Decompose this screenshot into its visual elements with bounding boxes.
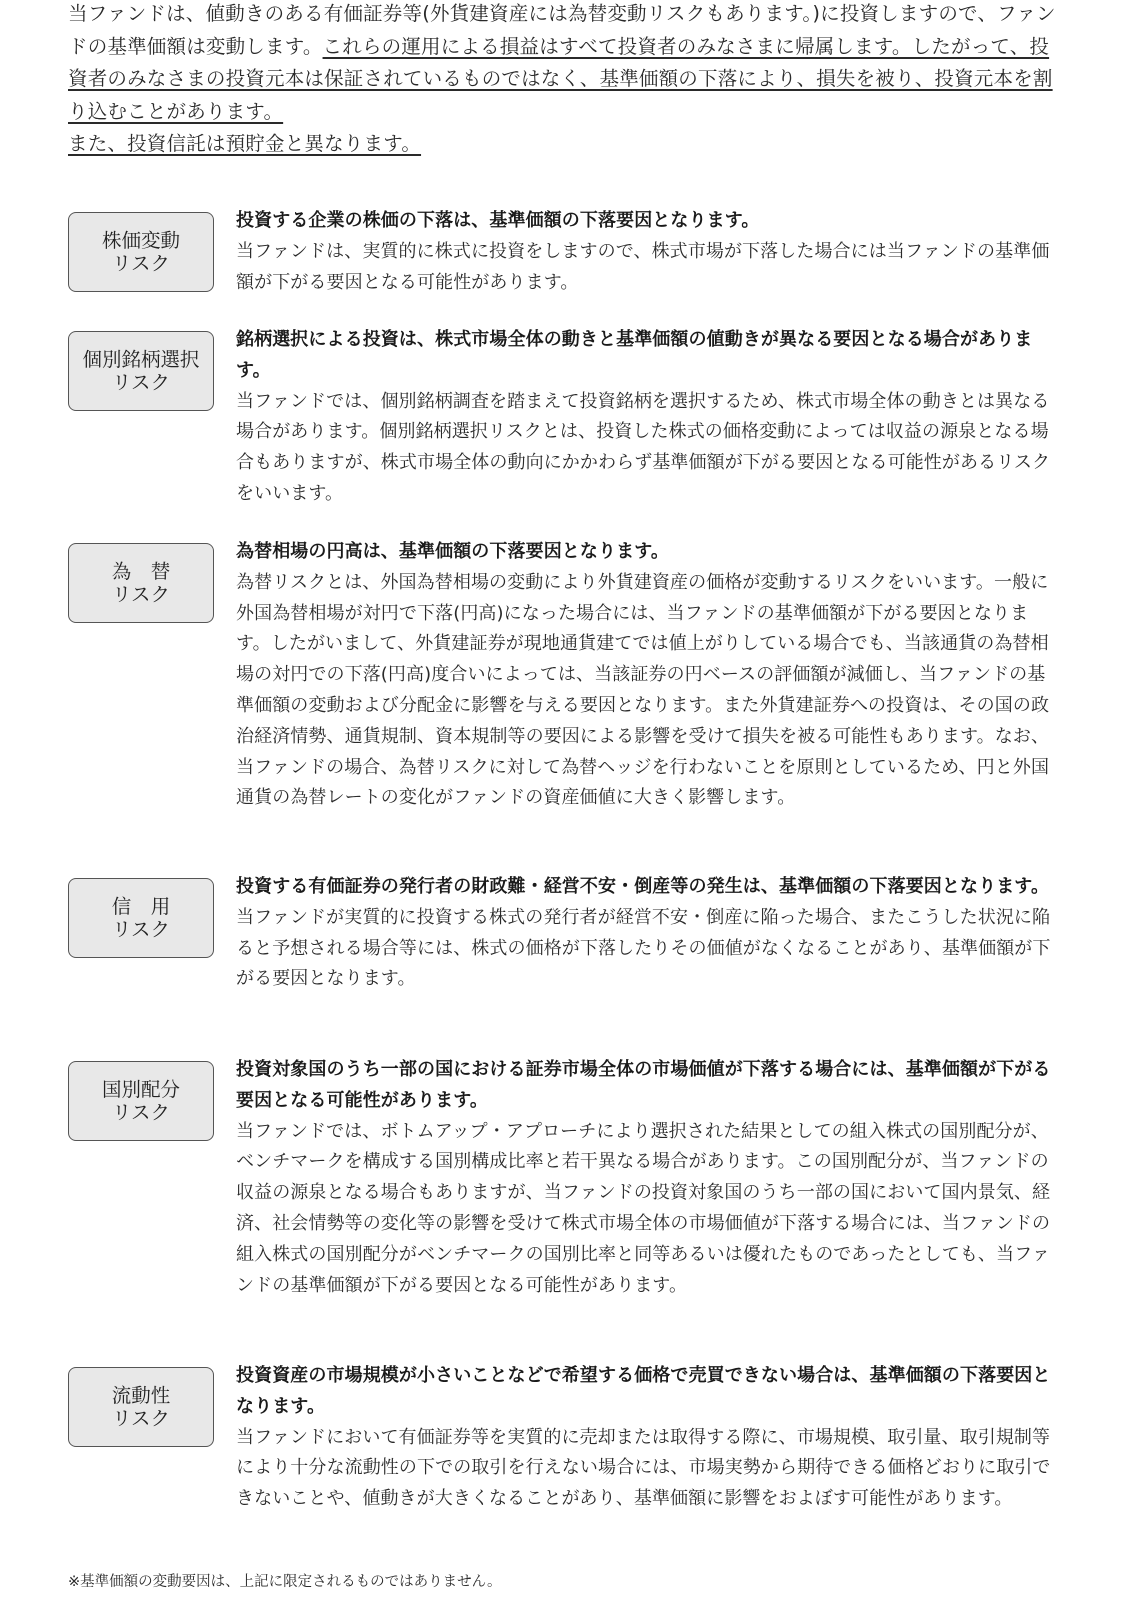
- risk-description: [236, 206, 1056, 298]
- risk-label-line1: 株価変動: [101, 229, 180, 252]
- risk-label-badge: [68, 212, 214, 292]
- risk-body: 為替リスクとは、外国為替相場の変動により外貨建資産の価格が変動するリスクをいいます。一般に外国為替相場が対円で下落(円高)になった場合には、当ファンドの基準価額が下がる要因となります。したがいまして、外貨建証券が現地通貨建てでは値上がりしている場合でも、当該通貨の為替相場の対円での下落(円高)度合いによっては、当該証券の円ベースの評価額が減価し、当ファンドの基準価額の変動および分配金に影響を与える要因となります。また外貨建証券への投資は、その国の政治経済情勢、通貨規制、資本規制等の要因による影響を受けて損失を被る可能性もあります。なお、当ファンドの場合、為替リスクに対して為替ヘッジを行わないことを原則としているため、円と外国通貨の為替レートの変化がファンドの資産価値に大きく影響します。: [236, 571, 1050, 809]
- risk-label-line2: リスク: [111, 918, 171, 941]
- risk-label-line1: 為 替: [111, 560, 171, 583]
- risk-label-line2: リスク: [111, 252, 171, 275]
- risk-heading: 投資対象国のうち一部の国における証券市場全体の市場価値が下落する場合には、基準価額が下がる要因となる可能性があります。: [236, 1059, 1051, 1111]
- risk-label-line2: リスク: [111, 583, 171, 606]
- risk-label-badge: [68, 1061, 214, 1141]
- risk-description: [236, 537, 1056, 814]
- risk-heading: 為替相場の円高は、基準価額の下落要因となります。: [236, 541, 669, 562]
- risk-body: 当ファンドでは、個別銘柄調査を踏まえて投資銘柄を選択するため、株式市場全体の動きとは異なる場合があります。個別銘柄選択リスクとは、投資した株式の価格変動によっては収益の源泉となる場合もありますが、株式市場全体の動向にかかわらず基準価額が下がる要因となる可能性があるリスクをいいます。: [236, 390, 1051, 504]
- risk-label-line2: リスク: [111, 371, 171, 394]
- risk-body: 当ファンドでは、ボトムアップ・アプローチにより選択された結果としての組入株式の国別配分が、ベンチマークを構成する国別構成比率と若干異なる場合があります。この国別配分が、当ファンドの収益の源泉となる場合もありますが、当ファンドの投資対象国のうち一部の国において国内景気、経済、社会情勢等の変化等の影響を受けて株式市場全体の市場価値が下落する場合には、当ファンドの組入株式の国別配分がベンチマークの国別比率と同等あるいは優れたものであったとしても、当ファンドの基準価額が下がる要因となる可能性があります。: [236, 1120, 1051, 1296]
- risk-label-badge: [68, 878, 214, 958]
- risk-label-badge: [68, 331, 214, 411]
- risk-body: 当ファンドは、実質的に株式に投資をしますので、株式市場が下落した場合には当ファンドの基準価額が下がる要因となる可能性があります。: [236, 240, 1050, 293]
- risk-label-line1: 個別銘柄選択: [82, 348, 200, 371]
- intro-plain-text: 当ファンドは、値動きのある有価証券等(外貨建資産には為替変動リスクもあります。)に投資しますので、ファンドの基準価額は変動します。: [68, 2, 1056, 58]
- risk-label-line2: リスク: [111, 1407, 171, 1430]
- risk-body: 当ファンドにおいて有価証券等を実質的に売却または取得する際に、市場規模、取引量、取引規制等により十分な流動性の下での取引を行えない場合には、市場実勢から期待できる価格どおりに取引できないことや、値動きが大きくなることがあり、基準価額に影響をおよぼす可能性があります。: [236, 1426, 1051, 1510]
- risk-heading: 投資する企業の株価の下落は、基準価額の下落要因となります。: [236, 210, 760, 231]
- risk-label-line1: 流動性: [111, 1384, 171, 1407]
- risk-description: [236, 872, 1056, 995]
- intro-paragraph: [68, 0, 1068, 161]
- footnote: ※基準価額の変動要因は、上記に限定されるものではありません。: [68, 1574, 502, 1590]
- risk-description: [236, 1361, 1056, 1515]
- risk-heading: 投資する有価証券の発行者の財政難・経営不安・倒産等の発生は、基準価額の下落要因となります。: [236, 876, 1050, 897]
- risk-label-badge: [68, 1367, 214, 1447]
- risk-label-badge: [68, 543, 214, 623]
- risk-heading: 投資資産の市場規模が小さいことなどで希望する価格で売買できない場合は、基準価額の下落要因となります。: [236, 1365, 1051, 1417]
- risk-description: [236, 1055, 1056, 1301]
- intro-underlined-text: これらの運用による損益はすべて投資者のみなさまに帰属します。したがって、投資者のみなさまの投資元本は保証されているものではなく、基準価額の下落により、損失を被り、投資元本を割り込むことがあります。: [68, 34, 1053, 123]
- risk-label-line2: リスク: [111, 1101, 171, 1124]
- risk-body: 当ファンドが実質的に投資する株式の発行者が経営不安・倒産に陥った場合、またこうした状況に陥ると予想される場合等には、株式の価格が下落したりその価値がなくなることがあり、基準価額が下がる要因となります。: [236, 906, 1051, 990]
- risk-description: [236, 325, 1056, 510]
- intro-underlined-text-2: また、投資信託は預貯金と異なります。: [68, 132, 422, 155]
- risk-label-line1: 国別配分: [101, 1078, 180, 1101]
- risk-heading: 銘柄選択による投資は、株式市場全体の動きと基準価額の値動きが異なる要因となる場合があります。: [236, 329, 1033, 381]
- risk-label-line1: 信 用: [111, 895, 171, 918]
